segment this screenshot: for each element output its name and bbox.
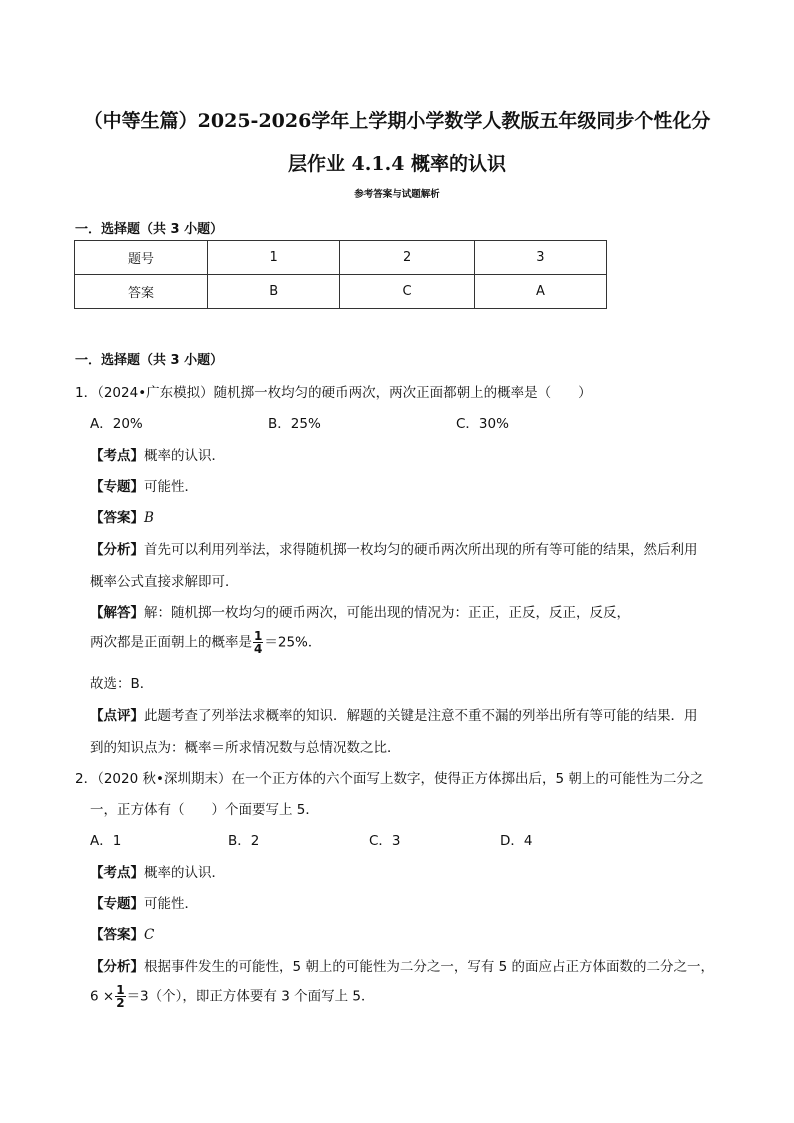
q2-daan-tag: 【答案】 (90, 927, 144, 943)
table-row (75, 241, 607, 275)
q1-option-b: B．25% (268, 416, 321, 432)
q2-daan (90, 923, 154, 943)
q1-jieda-line-2 (90, 630, 321, 655)
q2-option-a: A．1 (90, 833, 122, 849)
q1-zhuanti-tag: 【专题】 (90, 479, 144, 495)
q1-dianping-tag: 【点评】 (90, 708, 144, 724)
q1-kaodian (90, 444, 225, 464)
q1-fraction (253, 630, 263, 655)
q1-option-a: A．20% (90, 416, 143, 432)
q1-daan-tag: 【答案】 (90, 510, 144, 526)
q1-jieda-tag: 【解答】 (90, 605, 144, 621)
q1-jieda-text-2-post: ＝25%． (264, 634, 322, 651)
detail-section-heading: 一．选择题（共 3 小题） (75, 353, 224, 368)
q2-option-c: C．3 (369, 833, 401, 849)
q2-zhuanti (90, 892, 198, 912)
q2-fraction-numerator: 1 (116, 983, 125, 997)
q2-kaodian (90, 861, 225, 881)
answer-table (74, 240, 607, 309)
q1-jieda-text-2-pre: 两次都是正面朝上的概率是 (90, 634, 252, 651)
q2-kaodian-text: 概率的认识． (144, 865, 225, 881)
q1-daan (90, 506, 154, 526)
title-line-1: （中等生篇）2025-2026学年上学期小学数学人教版五年级同步个性化分 (83, 110, 711, 132)
q1-zhuanti-text: 可能性． (144, 479, 198, 495)
table-cell: 3 (474, 241, 606, 275)
document-title (60, 100, 734, 186)
q1-option-c: C．30% (456, 416, 509, 432)
q2-fenxi-text-2-pre: 6 × (90, 988, 115, 1005)
title-line-2: 层作业 4.1.4 概率的认识 (287, 153, 507, 175)
q1-jieda-line-1 (90, 601, 630, 621)
q2-zhuanti-tag: 【专题】 (90, 896, 144, 912)
q2-stem-line-1: 2．（2020 秋•深圳期末）在一个正方体的六个面写上数字，使得正方体掷出后，5 朝上的可能性为二分之 (75, 771, 704, 787)
q1-fraction-numerator: 1 (254, 629, 263, 643)
q1-fenxi-text-1: 首先可以利用列举法，求得随机掷一枚均匀的硬币两次所出现的所有等可能的结果，然后利用 (144, 542, 698, 558)
q1-fenxi-line-2: 概率公式直接求解即可． (90, 574, 239, 590)
q2-fenxi-line-1 (90, 955, 714, 975)
q1-stem: 1．（2024•广东模拟）随机掷一枚均匀的硬币两次，两次正面都朝上的概率是（ ） (75, 385, 592, 401)
q1-fraction-denominator: 4 (254, 642, 263, 656)
q2-option-d: D．4 (500, 833, 533, 849)
q2-fenxi-tag: 【分析】 (90, 959, 144, 975)
q2-kaodian-tag: 【考点】 (90, 865, 144, 881)
table-cell: B (208, 275, 340, 309)
table-cell: 1 (208, 241, 340, 275)
q1-fenxi-tag: 【分析】 (90, 542, 144, 558)
q1-zhuanti (90, 475, 198, 495)
table-cell: C (340, 275, 474, 309)
q2-zhuanti-text: 可能性． (144, 896, 198, 912)
table-cell: 2 (340, 241, 474, 275)
q1-dianping-line-1 (90, 704, 698, 724)
q2-fenxi-line-2 (90, 984, 374, 1009)
q1-dianping-text-1: 此题考查了列举法求概率的知识．解题的关键是注意不重不漏的列举出所有等可能的结果．用 (144, 708, 698, 724)
q1-guxuan: 故选：B． (90, 676, 154, 692)
q1-fenxi-line-1 (90, 538, 698, 558)
q2-fraction-denominator: 2 (116, 996, 125, 1010)
table-cell: 答案 (75, 275, 208, 309)
q2-option-b: B．2 (228, 833, 260, 849)
table-cell: A (474, 275, 606, 309)
q1-daan-text: B (144, 510, 154, 526)
q1-dianping-line-2: 到的知识点为：概率＝所求情况数与总情况数之比． (90, 740, 401, 756)
table-row (75, 275, 607, 309)
table-cell: 题号 (75, 241, 208, 275)
q1-kaodian-text: 概率的认识． (144, 448, 225, 464)
answer-section-heading: 一．选择题（共 3 小题） (75, 222, 224, 237)
q1-kaodian-tag: 【考点】 (90, 448, 144, 464)
q2-fenxi-text-1: 根据事件发生的可能性，5 朝上的可能性为二分之一，写有 5 的面应占正方体面数的二分之一， (144, 959, 715, 975)
q2-fenxi-text-2-post: ＝3（个），即正方体要有 3 个面写上 5． (126, 988, 375, 1005)
q1-jieda-text-1: 解：随机掷一枚均匀的硬币两次，可能出现的情况为：正正，正反，反正，反反， (144, 605, 630, 621)
q2-daan-text: C (144, 927, 155, 943)
q2-fraction (115, 984, 125, 1009)
document-subtitle: 参考答案与试题解析 (354, 189, 440, 200)
q2-stem-line-2: 一，正方体有（ ）个面要写上 5． (90, 802, 319, 818)
